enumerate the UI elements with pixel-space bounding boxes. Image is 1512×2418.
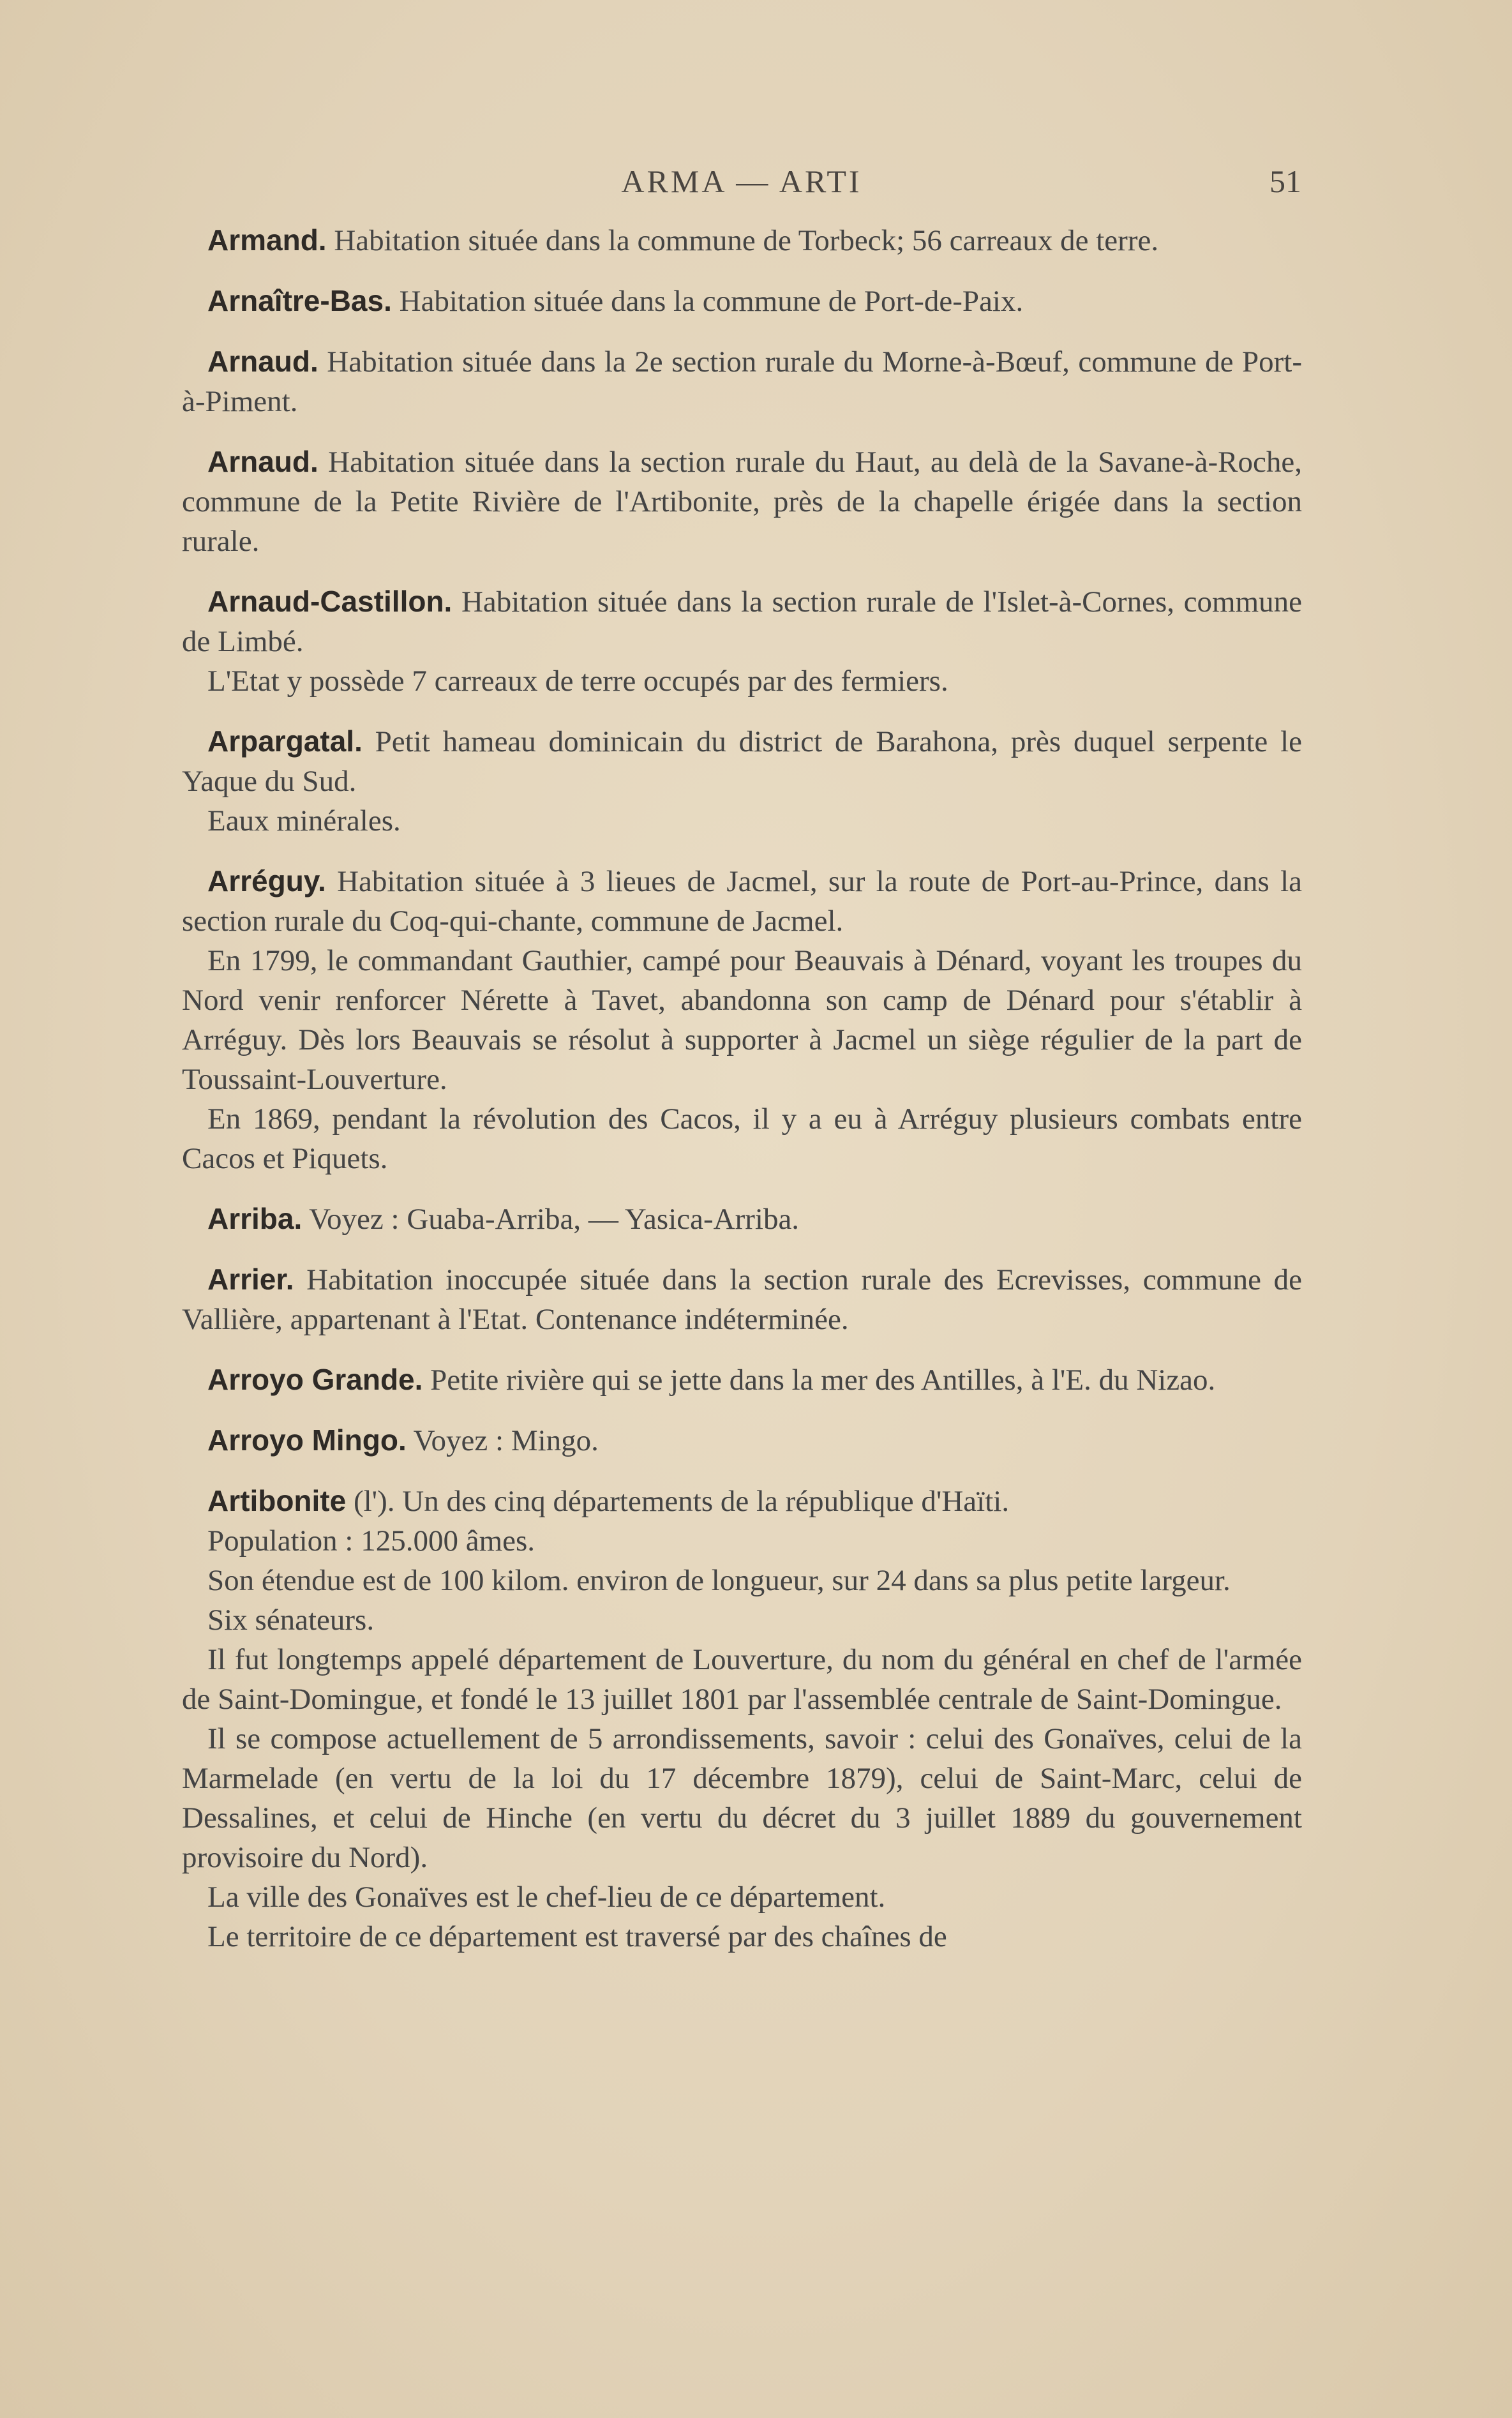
entry-paragraph xyxy=(182,861,1302,941)
entry-paragraph: Population : 125.000 âmes. xyxy=(207,1524,535,1558)
entry-paragraph xyxy=(182,1420,1302,1461)
entry-text: Habitation située à 3 lieues de Jacmel, sur la route de Port-au-Prince, dans la section rurale du Coq-qui-chante, commune de Jacmel. xyxy=(182,865,1303,938)
entry-arrier xyxy=(182,1259,1302,1339)
page-number: 51 xyxy=(1269,163,1301,199)
entry-headword: Arroyo Mingo. xyxy=(207,1423,407,1457)
entry-paragraph: En 1869, pendant la révolution des Cacos, il y a eu à Arréguy plusieurs combats entre Cacos et Piquets. xyxy=(182,1102,1302,1175)
entry-paragraph: En 1799, le commandant Gauthier, campé pour Beauvais à Dénard, voyant les troupes du Nord venir renforcer Nérette à Tavet, abandonna son camp de Dénard pour s'établir à Arréguy. Dès lors Beauvais se résolut à supporter à Jacmel un siège régulier de la part de Toussaint-Louverture. xyxy=(182,944,1302,1096)
dictionary-entries xyxy=(182,220,1302,1977)
entry-headword: Armand. xyxy=(207,223,327,257)
entry-arnaud-1 xyxy=(182,342,1302,421)
entry-paragraph xyxy=(182,1199,1302,1239)
entry-headword: Arréguy. xyxy=(207,864,326,897)
entry-paragraph: Le territoire de ce département est traversé par des chaînes de xyxy=(207,1920,947,1953)
entry-paragraph: Il fut longtemps appelé département de Louverture, du nom du général en chef de l'armée de Saint-Domingue, et fondé le 13 juillet 1801 par l'assemblée centrale de Saint-Domingue. xyxy=(182,1643,1302,1716)
entry-armand xyxy=(182,220,1302,260)
entry-artibonite xyxy=(182,1481,1302,1956)
running-head xyxy=(182,163,1301,207)
entry-paragraph xyxy=(182,281,1302,321)
entry-text: Petit hameau dominicain du district de Barahona, près duquel serpente le Yaque du Sud. xyxy=(182,725,1302,798)
entry-paragraph xyxy=(182,1259,1302,1339)
entry-paragraph xyxy=(182,1481,1302,1521)
entry-headword: Arnaud. xyxy=(207,345,318,378)
entry-headword: Arriba. xyxy=(207,1202,303,1235)
entry-arnaud-2 xyxy=(182,442,1302,561)
entry-text: Voyez : Guaba-Arriba, — Yasica-Arriba. xyxy=(309,1203,800,1236)
entry-arnaud-castillon xyxy=(182,582,1302,701)
entry-paragraph xyxy=(182,220,1302,260)
entry-arroyo-grande xyxy=(182,1360,1302,1400)
entry-arnaitre-bas xyxy=(182,281,1302,321)
entry-text: Habitation située dans la commune de Torbeck; 56 carreaux de terre. xyxy=(334,224,1159,257)
entry-paragraph xyxy=(182,1360,1302,1400)
entry-text: Habitation située dans la section rurale du Haut, au delà de la Savane-à-Roche, commune de la Petite Rivière de l'Artibonite, près de la chapelle érigée dans la section rurale. xyxy=(182,446,1302,558)
entry-text: Habitation située dans la section rurale de l'Islet-à-Cornes, commune de Limbé. xyxy=(182,585,1303,658)
entry-arreguy xyxy=(182,861,1302,1178)
entry-paragraph xyxy=(182,721,1302,801)
entry-paragraph: L'Etat y possède 7 carreaux de terre occupés par des fermiers. xyxy=(207,665,948,698)
entry-text: Voyez : Mingo. xyxy=(413,1424,599,1457)
entry-headword: Arrier. xyxy=(207,1263,294,1296)
entry-paragraph: Son étendue est de 100 kilom. environ de longueur, sur 24 dans sa plus petite largeur. xyxy=(207,1564,1231,1597)
entry-paragraph: La ville des Gonaïves est le chef-lieu de ce département. xyxy=(207,1881,886,1914)
entry-headword: Arroyo Grande. xyxy=(207,1363,423,1396)
entry-text: Habitation située dans la commune de Port-de-Paix. xyxy=(399,285,1024,318)
running-head-title: ARMA — ARTI xyxy=(621,163,862,199)
entry-arriba xyxy=(182,1199,1302,1239)
entry-arroyo-mingo xyxy=(182,1420,1302,1461)
entry-headword: Arnaud-Castillon. xyxy=(207,585,453,618)
entry-headword: Artibonite xyxy=(207,1484,347,1517)
entry-paragraph: Eaux minérales. xyxy=(207,804,401,837)
entry-paragraph xyxy=(182,342,1302,421)
entry-text: Habitation située dans la 2e section rurale du Morne-à-Bœuf, commune de Port-à-Piment. xyxy=(182,345,1303,418)
entry-headword: Arpargatal. xyxy=(207,725,363,758)
entry-text: Petite rivière qui se jette dans la mer des Antilles, à l'E. du Nizao. xyxy=(430,1363,1216,1397)
entry-paragraph: Il se compose actuellement de 5 arrondissements, savoir : celui des Gonaïves, celui de la Marmelade (en vertu de la loi du 17 décembre 1879), celui de Saint-Marc, celui de Dessalines, et celui de Hinche (en vertu du décret du 3 juillet 1889 du gouvernement provisoire du Nord). xyxy=(182,1722,1302,1874)
entry-headword: Arnaître-Bas. xyxy=(207,284,392,317)
entry-headword: Arnaud. xyxy=(207,445,318,478)
entry-paragraph xyxy=(182,442,1302,561)
entry-text: Habitation inoccupée située dans la section rurale des Ecrevisses, commune de Vallière, appartenant à l'Etat. Contenance indéterminée. xyxy=(182,1263,1303,1336)
entry-arpargatal xyxy=(182,721,1302,841)
entry-paragraph: Six sénateurs. xyxy=(207,1603,375,1637)
entry-paragraph xyxy=(182,582,1302,661)
entry-text: (l'). Un des cinq départements de la république d'Haïti. xyxy=(353,1485,1010,1518)
